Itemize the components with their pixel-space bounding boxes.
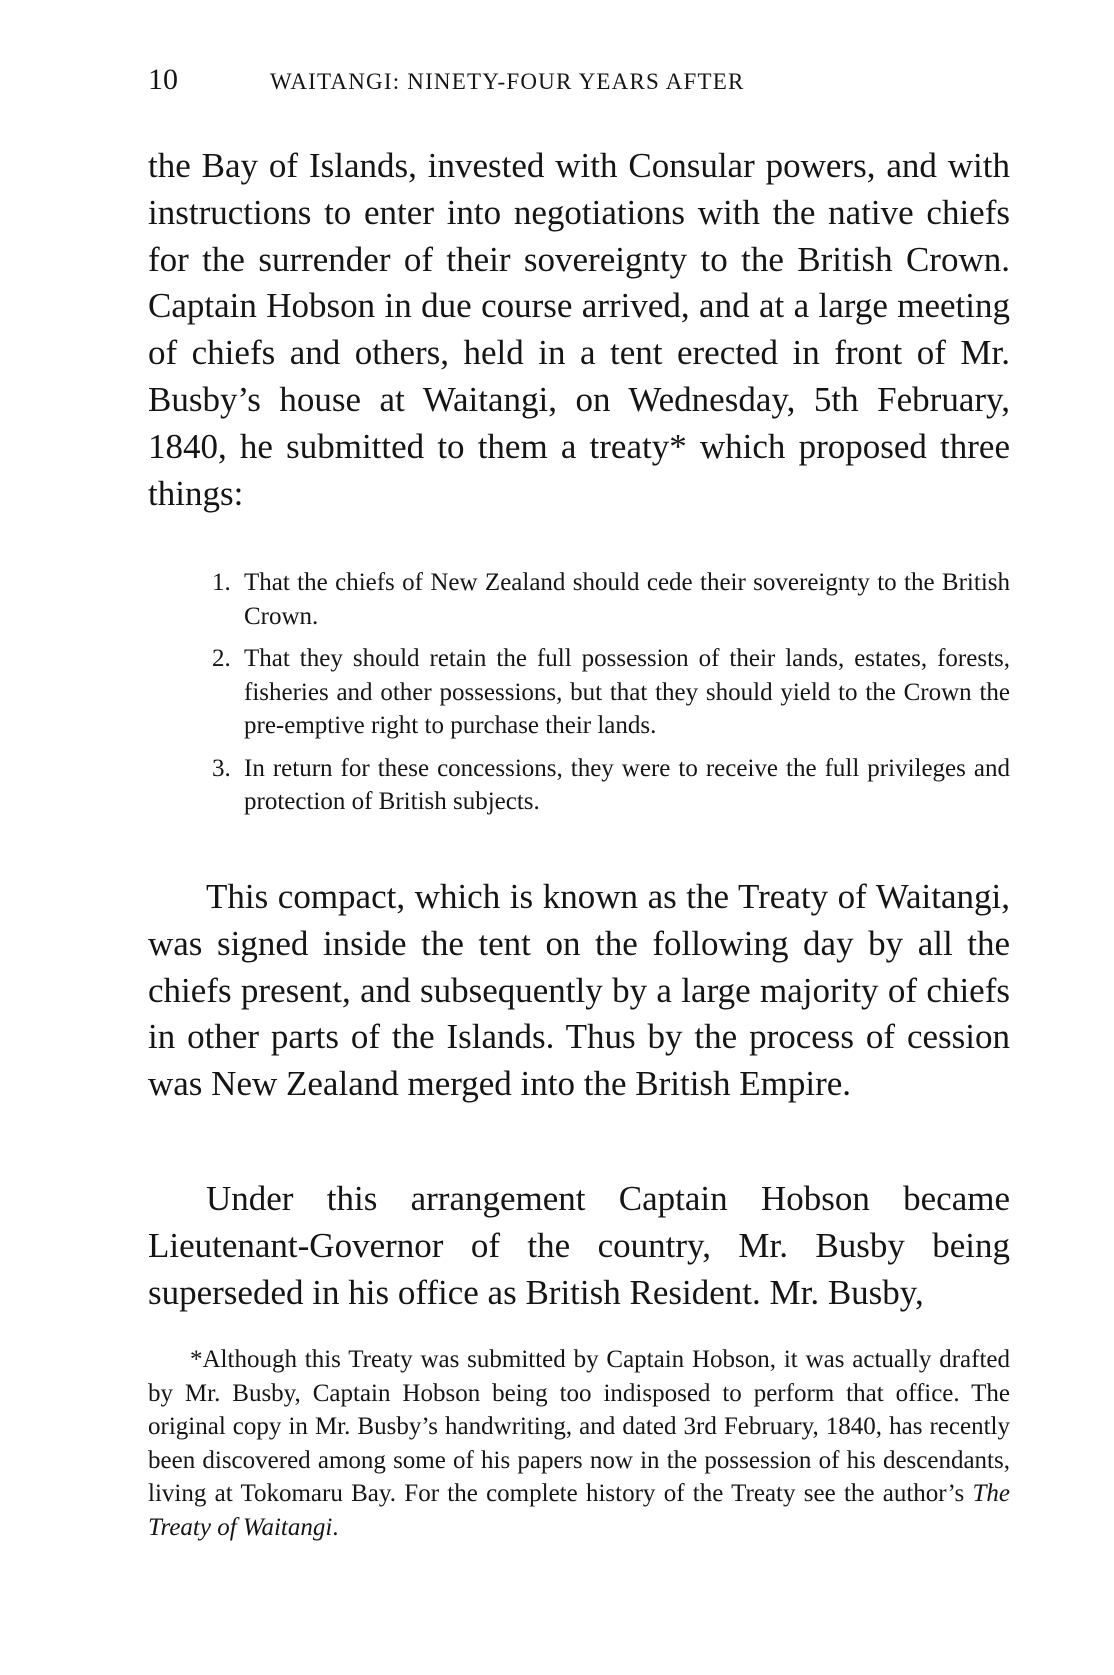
list-item-text: That the chiefs of New Zealand should cede their sovereignty to the British Crown. — [244, 569, 1010, 630]
list-item-text: In return for these concessions, they were to receive the full privileges and protection of British subjects. — [244, 754, 1010, 815]
treaty-terms-list — [148, 566, 1010, 828]
body-paragraph-3: Under this arrangement Captain Hobson became Lieutenant-Governor of the country, Mr. Busby being superseded in his office as British Resident. Mr. Busby, — [148, 1179, 1010, 1312]
list-item — [148, 566, 1010, 633]
body-paragraph-2: This compact, which is known as the Treaty of Waitangi, was signed inside the tent on the following day by all the chiefs present, and subsequently by a large majority of chiefs in other parts of the Islands. Thus by the process of cession was New Zealand merged into the British Empire. — [148, 877, 1010, 1104]
running-head: WAITANGI: NINETY-FOUR YEARS AFTER — [270, 69, 745, 94]
page-number: 10 — [148, 63, 178, 96]
footnote-text: *Although this Treaty was submitted by Captain Hobson, it was actually drafted by Mr. Busby, Captain Hobson being too indisposed to perform that office. The original copy in Mr. Busby’s handwriting, and dated 3rd February, 1840, has recently been discovered among some of his papers now in the possession of his descendants, living at Tokomaru Bay. For the complete history of the Treaty see the author’s — [148, 1346, 1010, 1507]
footnote-end: . — [332, 1513, 339, 1541]
footnote — [148, 1343, 1010, 1544]
list-item — [148, 642, 1010, 743]
list-item — [148, 752, 1010, 819]
list-item-number: 2. — [212, 645, 231, 672]
list-item-number: 1. — [212, 569, 231, 596]
body-paragraph-1: the Bay of Islands, invested with Consular powers, and with instructions to enter into negotiations with the native chiefs for the surrender of their sovereignty to the British Crown. Captain Hobson in due course arrived, and at a large meeting of chiefs and others, held in a tent erected in front of Mr. Busby’s house at Waitangi, on Wednesday, 5th February, 1840, he submitted to them a treaty* which proposed three things: — [148, 146, 1010, 513]
list-item-text: That they should retain the full possession of their lands, estates, forests, fisheries and other possessions, but that they should yield to the Crown the pre-emptive right to purchase their lands. — [244, 645, 1010, 739]
list-item-number: 3. — [212, 754, 231, 782]
page-header — [148, 58, 968, 102]
footnote-book-title: The Treaty of Waitangi — [148, 1480, 1011, 1541]
